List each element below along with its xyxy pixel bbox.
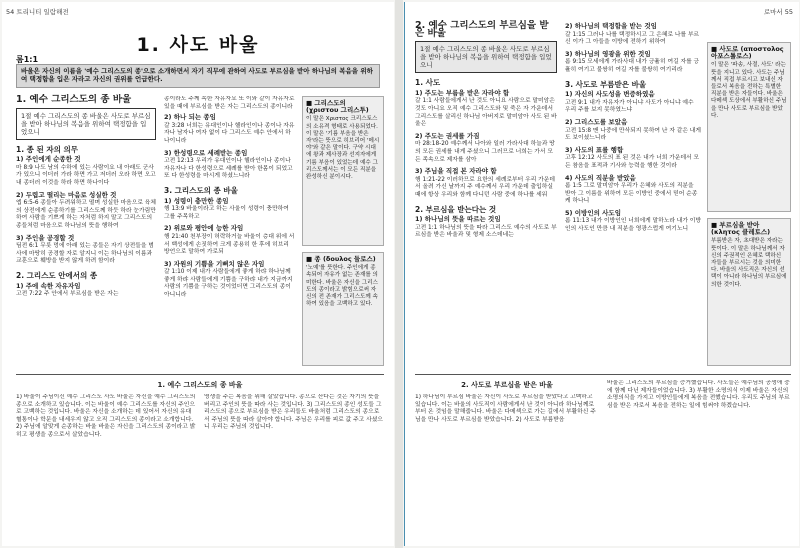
left-column-2 xyxy=(164,96,296,366)
right-column-1 xyxy=(415,20,557,366)
glossary-term: ■ 종 (δουλος 둘로스) xyxy=(306,255,376,263)
list-item xyxy=(16,156,156,187)
glossary-sidebar xyxy=(707,42,791,212)
subsection-heading: 3. 사도로 부름받은 바울 xyxy=(565,79,647,89)
subsection-heading: 2. 부르심을 받는다는 것 xyxy=(415,204,497,214)
running-head-left: 54 트리니티 일람해전 xyxy=(6,8,69,16)
item-body: 고전 9:1 내가 자유자가 아니냐 사도가 아니냐 예수 우리 주를 보지 못하였느냐 xyxy=(565,99,694,114)
verse-box: 1절 예수 그리스도의 종 바울은 사도로 부르심을 받아 하나님의 복음을 위하여 택정함을 입었으니 xyxy=(16,108,156,140)
commentary-column-2: 영생을 주는 복음을 위해 살았습니다. 종으로 산다는 것은 자기의 뜻을 버리고 주인의 뜻을 따라 사는 것입니다. 3) 그리스도의 종인 성도들 그리스도의 종으로 부르심을 받은 우리들도 바울처럼 그리스도의 종으로서 주님의 뜻을 따라 살아야 합니다. 주님은 우리를 피로 값 주고 사셨으니 우리는 주님의 것입니다. xyxy=(204,394,383,431)
item-body: 행 21:40 천부장이 허락하거늘 바울이 층대 위에 서서 백성에게 손짓하여 크게 종용히 한 후에 히브리 방언으로 말하여 가로되 xyxy=(164,233,295,256)
item-head: 1) 주도는 부름을 받은 자라야 함 xyxy=(415,88,510,97)
commentary-column-1: 1) 하나님이 부르심 바울은 자신이 사도로 부르심을 받았다고 고백하고 있습니다. 이는 바울의 사도직이 사람에게서 난 것이 아니라 하나님께로부터 온 것임을 말해줍니다. 바울은 다메섹으로 가는 길에서 부활하신 주님을 만나 사도로 부르심을 받았습니다. 2) 사도로 부름받음 xyxy=(415,394,596,423)
list-item xyxy=(565,91,701,115)
left-page xyxy=(2,2,394,546)
list-item xyxy=(164,225,296,256)
item-body: 갈 3:28 너희는 유대인이나 헬라인이나 종이나 자유자나 남자나 여자 없이 다 그리스도 예수 안에서 하나이니라 xyxy=(164,122,295,144)
item-body: 고후 12:12 사도의 표 된 것은 내가 너희 가운데서 모든 참음을 표적과 기사와 능력을 행한 것이라 xyxy=(565,155,700,169)
scripture-reference: 롬1:1 xyxy=(16,55,39,64)
glossary-term: ■ 부르심을 받아 (κλητος 클레토스) xyxy=(711,221,771,237)
item-body: 행 13:9 바울이라고 하는 사울이 성령이 충만하여 그를 주목하고 xyxy=(164,206,289,220)
divider xyxy=(16,374,384,375)
item-body: 엡 6:5-6 종들아 두려워하고 떨며 성실한 마음으로 육체의 상전에게 순종하기를 그리스도께 하듯 하라 눈가림만 하여 사람을 기쁘게 하는 자처럼 하지 말고 그리스도의 종들처럼 마음으로 하나님의 뜻을 행하여 xyxy=(16,200,156,229)
item-body: 롬 11:13 내가 이방인인 너희에게 말하노라 내가 이방인의 사도인 만큼 내 직분을 영광스럽게 여기노니 xyxy=(565,218,701,233)
item-body: 롬 9:15 모세에게 가라사대 내가 긍휼히 여길 자를 긍휼히 여기고 불쌍히 여길 자를 불쌍히 여기리라 xyxy=(565,59,700,73)
glossary-definition: 부름받은 자, 초대받은 자라는 뜻이다. 이 말은 하나님께서 자신의 주권적인 은혜로 택하신 자들을 부르시는 것을 의미한다. 바울의 사도직은 자신의 선택이 아니라 하나님의 부르심에 의한 것이다. xyxy=(711,238,787,288)
item-head: 2) 두렵고 떨리는 마음로 성실한 것 xyxy=(16,190,117,199)
commentary-column-2: 바울은 그리스도의 부르심을 증거했습니다. 사도들은 예수님의 공생애 중에 함께 다닌 제자들이었습니다. 3) 부활한 소명의식 이제 바울은 자신의 소명의식을 가지고 이방인들에게 복음을 전했습니다. 우리도 주님의 부르심을 받은 자로서 복음을 전하는 일에 힘써야 하겠습니다. xyxy=(607,380,790,409)
item-head: 3) 하나님의 영광을 위한 것임 xyxy=(565,49,651,58)
item-head: 3) 한성령으로 세례받는 종임 xyxy=(164,148,248,157)
item-head: 3) 사도의 표를 행함 xyxy=(565,145,624,154)
item-body: 딤전 6:1 무릇 멍에 아래 있는 종들은 자기 상전들을 범사에 마땅히 공경할 자로 알지니 이는 하나님의 이름과 교훈으로 훼방을 받지 않게 하려 함이라 xyxy=(16,243,154,265)
item-body: 갈 1:1 사람들에게서 난 것도 아니요 사람으로 말미암은 것도 아니요 오직 예수 그리스도와 및 죽은 자 가운데서 그리스도를 살리신 하나님 아버지로 말미암아 사도 된 바울은 xyxy=(415,98,557,128)
item-head: 3) 자원의 기쁨을 기뻐치 않은 자임 xyxy=(164,259,265,268)
running-head-right: 로마서 55 xyxy=(763,8,793,16)
commentary-title-wrap xyxy=(16,380,384,392)
subsection-heading: 2. 그리스도 안에서의 종 xyxy=(16,270,98,280)
item-head: 2) 하나님의 택정함을 받는 것임 xyxy=(565,22,657,30)
list-item xyxy=(415,168,557,199)
item-body: 행 1:21-22 이러하므로 요한의 세례로부터 우리 가운데서 올려 가신 날까지 주 예수께서 우리 가운데 출입하실 때에 항상 우리와 함께 다니던 사람 중에 하나를 세워 xyxy=(415,176,555,198)
commentary-title: 1. 예수 그리스도의 종 바울 xyxy=(157,381,243,389)
item-head: 4) 사도의 직분을 받았음 xyxy=(565,173,636,182)
section-heading: 2. 예수 그리스도의 부르심을 받은 바울 xyxy=(415,20,549,39)
item-head: 1) 자신의 사도성을 변증하였음 xyxy=(565,90,655,99)
list-item xyxy=(415,90,557,129)
list-item xyxy=(565,23,701,47)
glossary-definition: '노예'를 뜻한다. 주인에게 종속되어 자유가 없는 존재를 의미한다. 바울은 자신을 그리스도의 종이라고 밝힘으로써 자신의 전 존재가 그리스도께 속하여 있음을 고백하고 있다. xyxy=(306,265,378,308)
section-heading: 1. 예수 그리스도의 종 바울 xyxy=(16,94,132,105)
list-item xyxy=(16,283,156,299)
item-head: 1) 하나님의 뜻을 따르는 것임 xyxy=(415,215,501,224)
commentary-title: 2. 사도로 부르심을 받은 바울 xyxy=(461,381,553,389)
list-item xyxy=(164,198,296,222)
item-head: 3) 주님을 직접 본 자라야 함 xyxy=(415,167,497,176)
glossary-term: ■ 사도로 (αποστολος 아포스톨로스) xyxy=(711,45,784,61)
item-head: 1) 주에 속한 자유자임 xyxy=(16,281,81,290)
list-item xyxy=(565,147,701,171)
list-item xyxy=(415,133,557,164)
item-body: 고전 7:22 주 안에서 부르심을 받은 자는 xyxy=(16,291,119,298)
left-column-1 xyxy=(16,94,156,366)
item-body: 갈 1:15 그러나 나를 택정하시고 그 은혜로 나를 부르신 이가 그 아들을 이방에 전하기 위하여 xyxy=(565,31,700,46)
right-column-2 xyxy=(565,20,701,366)
list-item xyxy=(164,150,296,181)
commentary-column-1: 1) 바울이 주님이신 예수 그리스도 사도 바울은 자신을 예수 그리스도의 종으로 소개하고 있습니다. 이는 바울이 예수 그리스도를 자신의 주인으로 고백하는 것입니다. 바울은 자신을 소개하는 데 있어서 자신의 유대 혈통이나 학문을 내세우지 않고 오직 그리스도의 종이라고 소개합니다. 2) 주님에 알맞게 순종하는 바울 바울은 자신을 그리스도의 종이라고 밝히고 평생을 종으로서 살았습니다. xyxy=(16,394,196,438)
glossary-sidebar xyxy=(302,96,384,246)
glossary-sidebar xyxy=(302,252,384,366)
chapter-title: 1. 사도 바울 xyxy=(136,34,260,56)
right-page xyxy=(404,2,799,546)
subsection-heading: 1. 종 된 자의 의무 xyxy=(16,144,78,154)
glossary-term: ■ 그리스도의 (χριστου 그리스투) xyxy=(306,99,369,115)
list-item xyxy=(415,216,557,240)
list-item xyxy=(16,235,156,266)
item-body: 마 28:18-20 예수께서 나아와 일러 가라사대 하늘과 땅의 모든 권세를 내게 주셨으니 그러므로 너희는 가서 모든 족속으로 제자를 삼아 xyxy=(415,141,555,163)
continued-text: 종이라도 주께 속한 자유자요 또 이와 같이 자유자로 있을 때에 부르심을 받은 자는 그리스도의 종이니라 xyxy=(164,96,295,110)
item-head: 5) 이방인의 사도임 xyxy=(565,208,621,217)
item-head: 1) 성령이 충만한 종임 xyxy=(164,196,229,205)
commentary-title-wrap xyxy=(415,380,599,392)
item-head: 3) 주인을 공경할 것 xyxy=(16,233,75,242)
list-item xyxy=(565,175,701,206)
item-head: 2) 그리스도를 보았음 xyxy=(565,117,628,126)
glossary-sidebar xyxy=(707,218,791,366)
subsection-heading: 3. 그리스도의 종 바울 xyxy=(164,185,238,195)
list-item xyxy=(16,192,156,231)
item-body: 갈 1:10 이제 내가 사람들에게 좋게 하랴 하나님께 좋게 하랴 사람들에게 기쁨을 구하랴 내가 지금까지 사람의 기쁨을 구하는 것이었더면 그리스도의 종이 아니니라 xyxy=(164,269,293,299)
list-item xyxy=(164,261,296,300)
item-head: 2) 주도는 권세를 가짐 xyxy=(415,131,480,140)
glossary-definition: 이 말은 '파송, 사절, 사도' 라는 뜻을 지니고 있다. 사도는 주님께서 직접 부르시고 보내신 자들로서 복음을 전하는 특별한 직분을 받은 자들이다. 바울은 다메섹 도상에서 부활하신 주님을 만나 사도로 부르심을 받았다. xyxy=(711,62,787,119)
glossary-definition: 이 말은 Χριστος 크리스토스의 소유격 형태로 사용되었다. 이 말은 '기름 부음을 받은 자'라는 뜻으로 히브리어 '메시야'와 같은 말이다. 구약 시대에 왕과 제사장과 선지자에게 기름 부음이 있었는데 예수 그리스도께서는 이 모든 직분을 완성하신 분이시다. xyxy=(306,116,380,181)
item-head: 2) 위로와 평안에 능한 자임 xyxy=(164,224,244,233)
item-body: 롬 1:5 그로 말미암아 우리가 은혜와 사도의 직분을 받아 그 이름을 위하여 모든 이방인 중에서 믿어 순종케 하나니 xyxy=(565,183,698,205)
subsection-heading: 1. 사도 xyxy=(415,78,441,88)
page-gutter xyxy=(395,0,403,548)
intro-summary: 바울은 자신의 이름을 '예수 그리스도의 종'으로 소개하면서 자기 직무에 관하여 사도로 부르심을 받아 하나님의 복음을 위하여 택정함을 입은 자라고 자신의 권위를 언급한다. xyxy=(16,64,380,88)
verse-box: 1절 예수 그리스도의 종 바울은 사도로 부르심을 받아 하나님의 복음을 위하여 택정함을 입었으니 xyxy=(415,41,557,73)
item-body: 고전 1:1 하나님의 뜻을 따라 그리스도 예수의 사도로 부르심을 받은 바울과 및 형제 소스데네는 xyxy=(415,224,557,239)
item-body: 고전 15:8 맨 나중에 만삭되지 못하여 난 자 같은 내게도 보이셨느니라 xyxy=(565,127,701,142)
divider xyxy=(415,374,791,375)
item-body: 고전 12:13 우리가 유대인이나 헬라인이나 종이나 자유자나 다 한성령으로 세례를 받아 한몸이 되었고 또 다 한성령을 마시게 하셨느니라 xyxy=(164,158,293,180)
item-body: 마 8:9 나도 남의 수하에 있는 사람이요 내 아래도 군사가 있으니 이더러 가라 하면 가고 저더러 오라 하면 오고 내 종더러 이것을 하라 하면 하나이다 xyxy=(16,164,156,186)
list-item xyxy=(565,51,701,75)
item-head: 1) 주인에게 순종한 것 xyxy=(16,155,81,164)
list-item xyxy=(164,114,296,145)
list-item xyxy=(565,119,701,143)
list-item xyxy=(565,210,701,234)
item-head: 2) 하나 되는 종임 xyxy=(164,113,216,122)
